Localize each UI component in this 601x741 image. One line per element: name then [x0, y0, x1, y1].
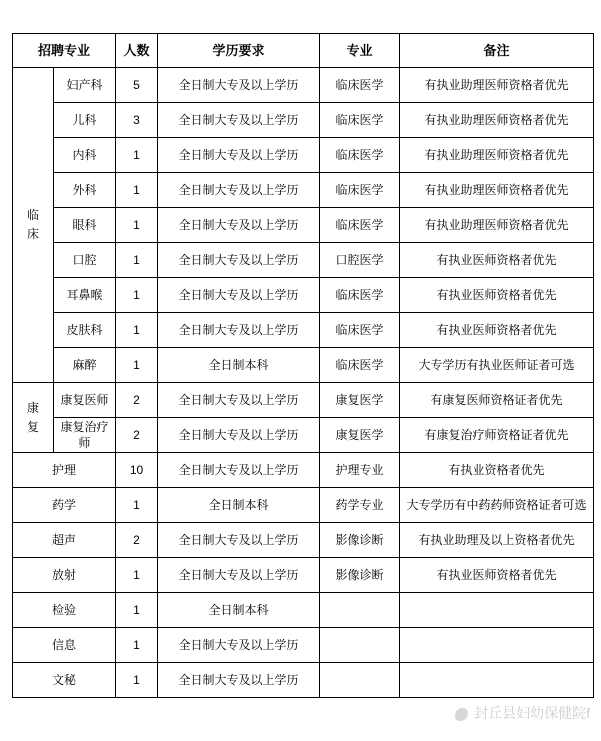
table-row [13, 418, 594, 453]
count-cell: 1 [116, 138, 158, 173]
specialty-cell: 妇产科 [54, 68, 116, 103]
note-cell: 有执业助理医师资格者优先 [400, 138, 594, 173]
education-cell: 全日制大专及以上学历 [158, 138, 320, 173]
specialty-cell: 康复治疗师 [54, 418, 116, 453]
major-cell: 影像诊断 [320, 558, 400, 593]
count-cell: 1 [116, 488, 158, 523]
major-cell: 护理专业 [320, 453, 400, 488]
note-cell [400, 663, 594, 698]
count-cell: 1 [116, 593, 158, 628]
specialty-cell: 外科 [54, 173, 116, 208]
count-cell: 1 [116, 348, 158, 383]
recruitment-table [12, 33, 594, 698]
count-cell: 2 [116, 523, 158, 558]
header-count: 人数 [116, 34, 158, 68]
watermark [453, 703, 590, 723]
specialty-cell: 文秘 [13, 663, 116, 698]
education-cell: 全日制大专及以上学历 [158, 663, 320, 698]
major-cell [320, 593, 400, 628]
count-cell: 2 [116, 418, 158, 453]
education-cell: 全日制大专及以上学历 [158, 383, 320, 418]
specialty-cell: 麻醉 [54, 348, 116, 383]
group-cell-clinical [13, 68, 54, 383]
education-cell: 全日制本科 [158, 488, 320, 523]
specialty-cell: 超声 [13, 523, 116, 558]
education-cell: 全日制大专及以上学历 [158, 173, 320, 208]
education-cell: 全日制大专及以上学历 [158, 453, 320, 488]
count-cell: 10 [116, 453, 158, 488]
education-cell: 全日制大专及以上学历 [158, 628, 320, 663]
specialty-cell: 口腔 [54, 243, 116, 278]
table-row [13, 208, 594, 243]
note-cell: 有执业助理医师资格者优先 [400, 208, 594, 243]
header-education: 学历要求 [158, 34, 320, 68]
major-cell: 临床医学 [320, 348, 400, 383]
table-row [13, 313, 594, 348]
count-cell: 1 [116, 243, 158, 278]
count-cell: 1 [116, 313, 158, 348]
note-cell [400, 593, 594, 628]
education-cell: 全日制本科 [158, 348, 320, 383]
table-row [13, 558, 594, 593]
major-cell [320, 663, 400, 698]
note-cell: 有执业助理医师资格者优先 [400, 68, 594, 103]
header-recruit-specialty: 招聘专业 [13, 34, 116, 68]
specialty-cell: 护理 [13, 453, 116, 488]
table-row [13, 243, 594, 278]
note-cell: 有执业助理及以上资格者优先 [400, 523, 594, 558]
count-cell: 1 [116, 208, 158, 243]
education-cell: 全日制大专及以上学历 [158, 208, 320, 243]
note-cell: 大专学历有执业医师证者可选 [400, 348, 594, 383]
group-cell-rehab [13, 383, 54, 453]
table-row [13, 523, 594, 558]
table-row [13, 488, 594, 523]
group-label: 康复 [27, 400, 40, 434]
specialty-cell: 检验 [13, 593, 116, 628]
count-cell: 2 [116, 383, 158, 418]
table-row [13, 173, 594, 208]
table-row [13, 453, 594, 488]
specialty-cell: 康复医师 [54, 383, 116, 418]
header-major: 专业 [320, 34, 400, 68]
major-cell: 康复医学 [320, 418, 400, 453]
count-cell: 1 [116, 278, 158, 313]
note-cell: 有执业医师资格者优先 [400, 278, 594, 313]
specialty-cell: 信息 [13, 628, 116, 663]
count-cell: 3 [116, 103, 158, 138]
count-cell: 1 [116, 558, 158, 593]
major-cell: 药学专业 [320, 488, 400, 523]
note-cell: 有执业医师资格者优先 [400, 313, 594, 348]
major-cell [320, 628, 400, 663]
education-cell: 全日制大专及以上学历 [158, 103, 320, 138]
note-cell: 有执业医师资格者优先 [400, 558, 594, 593]
education-cell: 全日制大专及以上学历 [158, 68, 320, 103]
specialty-cell: 耳鼻喉 [54, 278, 116, 313]
note-cell [400, 628, 594, 663]
table-row [13, 348, 594, 383]
table-row [13, 138, 594, 173]
header-row [13, 34, 594, 68]
count-cell: 1 [116, 173, 158, 208]
note-cell: 有执业助理医师资格者优先 [400, 103, 594, 138]
header-note: 备注 [400, 34, 594, 68]
count-cell: 1 [116, 663, 158, 698]
major-cell: 临床医学 [320, 138, 400, 173]
education-cell: 全日制大专及以上学历 [158, 558, 320, 593]
major-cell: 影像诊断 [320, 523, 400, 558]
table-row [13, 383, 594, 418]
note-cell: 有执业助理医师资格者优先 [400, 173, 594, 208]
specialty-cell: 皮肤科 [54, 313, 116, 348]
table-row [13, 68, 594, 103]
count-cell: 5 [116, 68, 158, 103]
specialty-cell: 内科 [54, 138, 116, 173]
note-cell: 有康复治疗师资格证者优先 [400, 418, 594, 453]
count-cell: 1 [116, 628, 158, 663]
specialty-cell: 儿科 [54, 103, 116, 138]
table-row [13, 628, 594, 663]
major-cell: 临床医学 [320, 313, 400, 348]
specialty-cell: 眼科 [54, 208, 116, 243]
education-cell: 全日制大专及以上学历 [158, 418, 320, 453]
note-cell: 有康复医师资格证者优先 [400, 383, 594, 418]
major-cell: 临床医学 [320, 103, 400, 138]
hospital-logo-icon [453, 706, 468, 721]
specialty-cell: 药学 [13, 488, 116, 523]
group-label: 临床 [27, 207, 40, 241]
major-cell: 临床医学 [320, 278, 400, 313]
table-row [13, 278, 594, 313]
education-cell: 全日制大专及以上学历 [158, 313, 320, 348]
major-cell: 口腔医学 [320, 243, 400, 278]
table-row [13, 103, 594, 138]
education-cell: 全日制大专及以上学历 [158, 523, 320, 558]
education-cell: 全日制大专及以上学历 [158, 243, 320, 278]
education-cell: 全日制大专及以上学历 [158, 278, 320, 313]
specialty-cell: 放射 [13, 558, 116, 593]
major-cell: 康复医学 [320, 383, 400, 418]
watermark-text: 封丘县妇幼保健院f [474, 705, 590, 721]
major-cell: 临床医学 [320, 68, 400, 103]
table-row [13, 663, 594, 698]
education-cell: 全日制本科 [158, 593, 320, 628]
note-cell: 有执业资格者优先 [400, 453, 594, 488]
note-cell: 有执业医师资格者优先 [400, 243, 594, 278]
major-cell: 临床医学 [320, 208, 400, 243]
table-row [13, 593, 594, 628]
major-cell: 临床医学 [320, 173, 400, 208]
note-cell: 大专学历有中药药师资格证者可选 [400, 488, 594, 523]
